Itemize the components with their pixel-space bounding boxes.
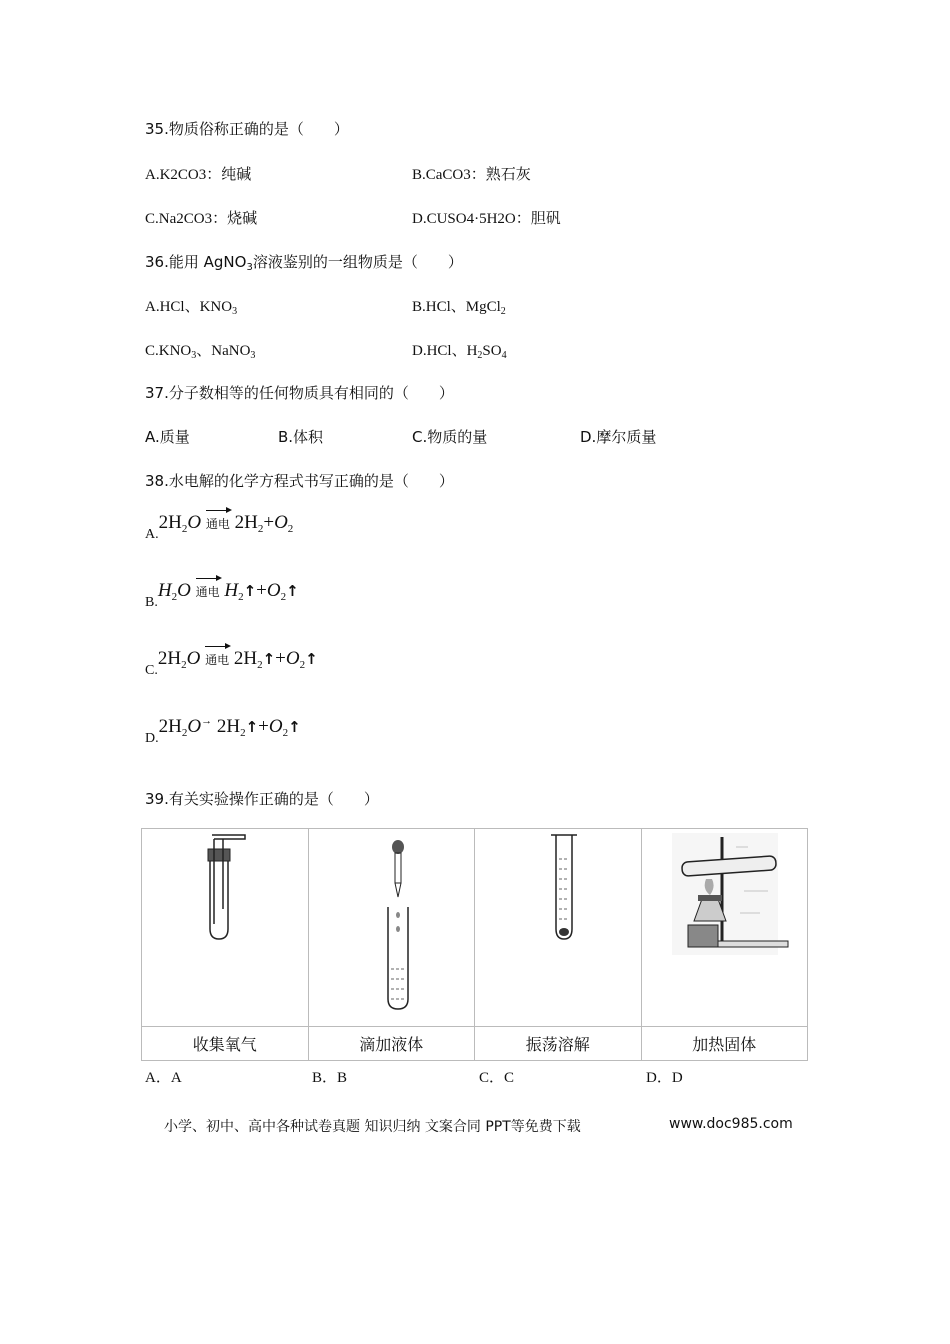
figure-cell-b (308, 829, 475, 1027)
q37-option-c: C.物质的量 (412, 428, 488, 446)
figure-cell-c (475, 829, 642, 1027)
q38-option-d: $D.2H_2O^\to$ $2H_2↑+O_2↑$ (145, 715, 301, 746)
caption-c: 振荡溶解 (475, 1027, 642, 1061)
heating-solid-icon (644, 829, 804, 1019)
short-arrow-icon: → (201, 715, 213, 727)
q39-choice-b: B．B (312, 1070, 348, 1086)
q35-option-d: D.CUSO4·5H2O：胆矾 (412, 209, 561, 227)
q37-option-b: B.体积 (278, 428, 324, 446)
q37-option-a: A.质量 (145, 428, 190, 446)
figure-cell-a (142, 829, 309, 1027)
q39-stem: 39.有关实验操作正确的是（ ） (145, 790, 379, 808)
footer-text: 小学、初中、高中各种试卷真题 知识归纳 文案合同 PPT等免费下载 (164, 1119, 581, 1135)
q38-option-a: $A.2H_2O$ 通电 $2H_2+O_2$ (145, 512, 294, 542)
caption-d: 加热固体 (641, 1027, 808, 1061)
figure-cell-d (641, 829, 808, 1027)
q38-stem: 38.水电解的化学方程式书写正确的是（ ） (145, 472, 454, 490)
q39-choice-d: D．D (646, 1070, 683, 1086)
q38-option-c: $C.2H_2O$ 通电 $2H_2↑+O_2↑$ (145, 648, 318, 678)
q37-option-d: D.摩尔质量 (580, 428, 657, 446)
q39-figure-table (141, 828, 808, 1061)
q39-choice-a: A．A (145, 1070, 182, 1086)
caption-b: 滴加液体 (308, 1027, 475, 1061)
q36-stem: 36.能用 AgNO$_3$溶液鉴别的一组物质是（ ） (145, 253, 463, 273)
dropper-tube-icon (311, 829, 471, 1019)
gas-collection-tube-icon (145, 829, 305, 1019)
q35-option-b: B.CaCO3：熟石灰 (412, 165, 531, 183)
q37-stem: 37.分子数相等的任何物质具有相同的（ ） (145, 384, 454, 402)
q35-option-a: A.K2CO3：纯碱 (145, 165, 252, 183)
shaking-tube-icon (478, 829, 638, 1019)
q36-option-a: A.HCl、$KNO_3$ (145, 299, 238, 317)
q36-option-b: B.HCl、MgCl$_2$ (412, 299, 506, 317)
q36-option-c: $C.KNO_3$、NaNO$_3$ (145, 343, 256, 361)
q35-stem: 35.物质俗称正确的是（ ） (145, 120, 349, 138)
q36-option-d: D.HCl、$H_2SO_4$ (412, 343, 507, 361)
q35-option-c: C.Na2CO3：烧碱 (145, 209, 258, 227)
footer-url[interactable]: www.doc985.com (669, 1116, 793, 1132)
caption-a: 收集氧气 (142, 1027, 309, 1061)
q38-option-b: $B.H_2O$ 通电 $H_2↑+O_2↑$ (145, 580, 299, 610)
q39-choice-c: C．C (479, 1070, 515, 1086)
